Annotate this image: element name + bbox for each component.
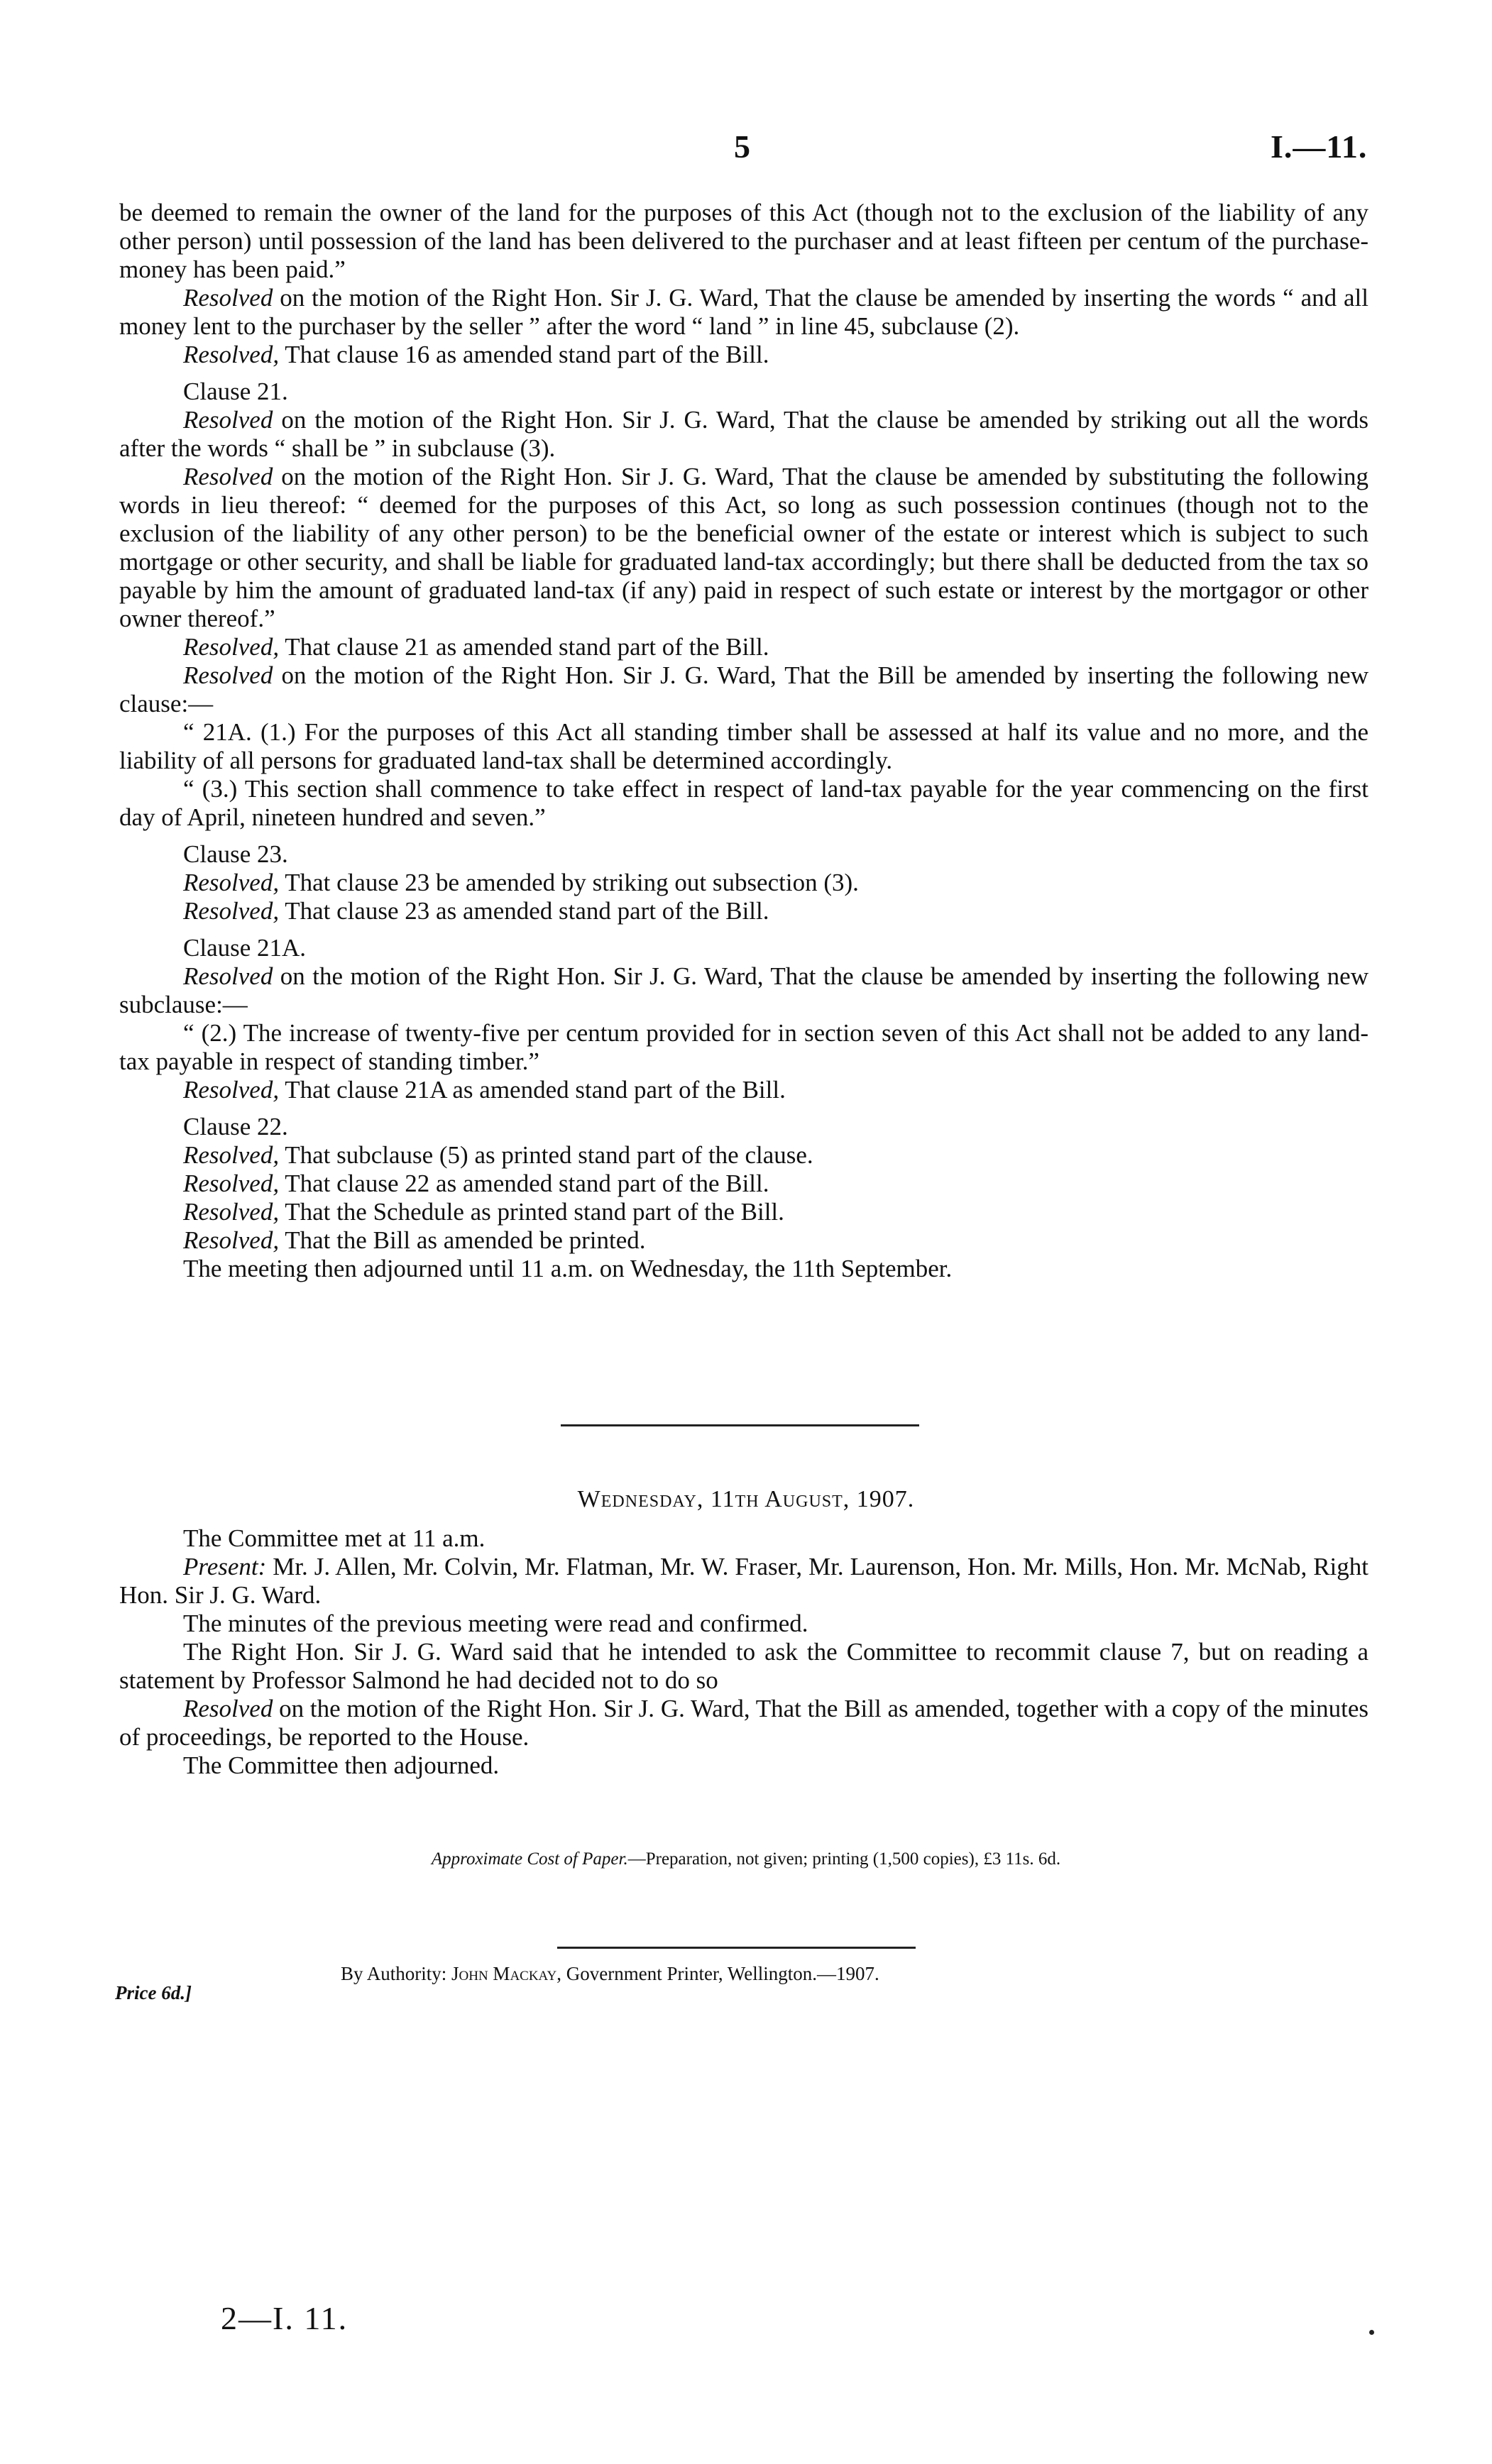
meeting-minutes	[119, 1524, 1368, 1780]
document-reference: I.—11.	[1271, 128, 1368, 165]
paragraph: The minutes of the previous meeting were read and confirmed.	[183, 1610, 808, 1637]
paragraph	[119, 406, 1368, 463]
price-note: Price 6d.]	[115, 1982, 192, 2003]
cost-text: —Preparation, not given; printing (1,500 copies), £3 11s. 6d.	[627, 1849, 1061, 1869]
quoted-clause: “ (3.) This section shall commence to take effect in respect of land-tax payable for the year commencing on the first day of April, nineteen hundred and seven.”	[119, 775, 1368, 831]
clause-heading: Clause 21A.	[183, 934, 307, 962]
paragraph	[119, 463, 1368, 633]
page-number: 5	[734, 128, 750, 165]
authority-label: By Authority:	[341, 1963, 452, 1984]
paragraph-text: That clause 23 be amended by striking out subsection (3).	[279, 869, 859, 896]
cost-label: Approximate Cost of Paper.	[431, 1849, 628, 1869]
resolved-label: Resolved	[183, 1695, 273, 1722]
paragraph-text: That subclause (5) as printed stand part of the clause.	[279, 1141, 813, 1169]
resolved-label: Resolved	[183, 463, 273, 490]
print-speck	[1369, 2330, 1374, 2335]
paragraph	[119, 962, 1368, 1019]
resolved-label: Resolved,	[183, 1076, 280, 1104]
paragraph-text: That clause 22 as amended stand part of the Bill.	[279, 1170, 769, 1197]
minutes-body	[119, 199, 1368, 1283]
paragraph: The Committee met at 11 a.m.	[183, 1524, 486, 1552]
paragraph: The meeting then adjourned until 11 a.m. on Wednesday, the 11th September.	[183, 1255, 953, 1282]
resolved-label: Resolved,	[183, 869, 280, 896]
quoted-clause: “ (2.) The increase of twenty-five per centum provided for in section seven of this Act shall not be added to any land-tax payable in respect of standing timber.”	[119, 1019, 1368, 1075]
paragraph-text: on the motion of the Right Hon. Sir J. G. Ward, That the clause be amended by substituting the following words in lieu thereof: “ deemed for the purposes of this Act, so long as such possession continues (though not to the exclusion of the liability of any other person) to be the beneficial owner of the estate or interest which is subject to such mortgage or other security, and shall be liable for graduated land-tax accordingly; but there shall be deducted from the tax so payable by him the amount of graduated land-tax (if any) paid in respect of such estate or interest by the mortgagor or other owner thereof.”	[119, 463, 1368, 632]
resolved-label: Resolved,	[183, 897, 280, 925]
paragraph-text: on the motion of the Right Hon. Sir J. G. Ward, That the Bill as amended, together with a copy of the minutes of proceedings, be reported to the House.	[119, 1695, 1368, 1751]
meeting-date-heading: Wednesday, 11th August, 1907.	[577, 1486, 915, 1512]
footer-divider	[557, 1947, 916, 1949]
authority-text: , Government Printer, Wellington.—1907.	[556, 1963, 879, 1984]
paragraph	[119, 633, 1368, 661]
paragraph	[119, 341, 1368, 369]
resolved-label: Resolved,	[183, 1198, 280, 1226]
resolved-label: Resolved	[183, 962, 273, 990]
resolved-label: Resolved	[183, 284, 273, 312]
paragraph	[119, 869, 1368, 897]
paragraph-text: on the motion of the Right Hon. Sir J. G. Ward, That the Bill be amended by inserting the following new clause:—	[119, 661, 1368, 717]
authority-imprint	[341, 1963, 879, 1985]
paragraph	[119, 1695, 1368, 1751]
paragraph: The Right Hon. Sir J. G. Ward said that he intended to ask the Committee to recommit clause 7, but on reading a statement by Professor Salmond he had decided not to do so	[119, 1638, 1368, 1694]
paragraph	[119, 661, 1368, 718]
paragraph	[119, 1076, 1368, 1104]
paragraph: The Committee then adjourned.	[183, 1751, 500, 1779]
paragraph-text: on the motion of the Right Hon. Sir J. G. Ward, That the clause be amended by inserting the words “ and all money lent to the purchaser by the seller ” after the word “ land ” in line 45, subclause (2).	[119, 284, 1368, 340]
paragraph	[119, 1170, 1368, 1198]
paragraph	[119, 1141, 1368, 1170]
paragraph-text: Mr. J. Allen, Mr. Colvin, Mr. Flatman, Mr. W. Fraser, Mr. Laurenson, Hon. Mr. Mills, Hon. Mr. McNab, Right Hon. Sir J. G. Ward.	[119, 1553, 1368, 1609]
printer-name: John Mackay	[451, 1963, 557, 1984]
clause-heading: Clause 22.	[183, 1113, 288, 1140]
resolved-label: Resolved,	[183, 633, 280, 661]
paragraph-text: on the motion of the Right Hon. Sir J. G. Ward, That the clause be amended by inserting the following new subclause:—	[119, 962, 1368, 1018]
section-divider	[561, 1424, 919, 1426]
cost-note	[0, 1849, 1492, 1869]
paragraph-text: That the Bill as amended be printed.	[279, 1226, 646, 1254]
paragraph-text: That clause 16 as amended stand part of the Bill.	[279, 341, 769, 368]
paragraph	[119, 1553, 1368, 1610]
clause-heading: Clause 23.	[183, 840, 288, 868]
paragraph	[119, 897, 1368, 925]
paragraph-text: on the motion of the Right Hon. Sir J. G. Ward, That the clause be amended by striking out all the words after the words “ shall be ” in subclause (3).	[119, 406, 1368, 462]
paragraph-text: That clause 21A as amended stand part of the Bill.	[279, 1076, 786, 1104]
present-label: Present:	[183, 1553, 267, 1580]
resolved-label: Resolved	[183, 661, 273, 689]
resolved-label: Resolved	[183, 406, 273, 434]
resolved-label: Resolved,	[183, 341, 280, 368]
paragraph-text: That clause 21 as amended stand part of the Bill.	[279, 633, 769, 661]
paragraph-text: That clause 23 as amended stand part of the Bill.	[279, 897, 769, 925]
resolved-label: Resolved,	[183, 1170, 280, 1197]
signature-reference: 2—I. 11.	[221, 2300, 349, 2336]
paragraph	[119, 1226, 1368, 1255]
paragraph: be deemed to remain the owner of the land for the purposes of this Act (though not to the exclusion of the liability of any other person) until possession of the land has been delivered to the purchaser and at least fifteen per centum of the purchase-money has been paid.”	[119, 199, 1368, 283]
paragraph	[119, 1198, 1368, 1226]
quoted-clause: “ 21A. (1.) For the purposes of this Act all standing timber shall be assessed at half its value and no more, and the liability of all persons for graduated land-tax shall be determined accordingly.	[119, 718, 1368, 774]
paragraph-text: That the Schedule as printed stand part of the Bill.	[279, 1198, 784, 1226]
resolved-label: Resolved,	[183, 1226, 280, 1254]
resolved-label: Resolved,	[183, 1141, 280, 1169]
paragraph	[119, 284, 1368, 341]
clause-heading: Clause 21.	[183, 378, 288, 405]
